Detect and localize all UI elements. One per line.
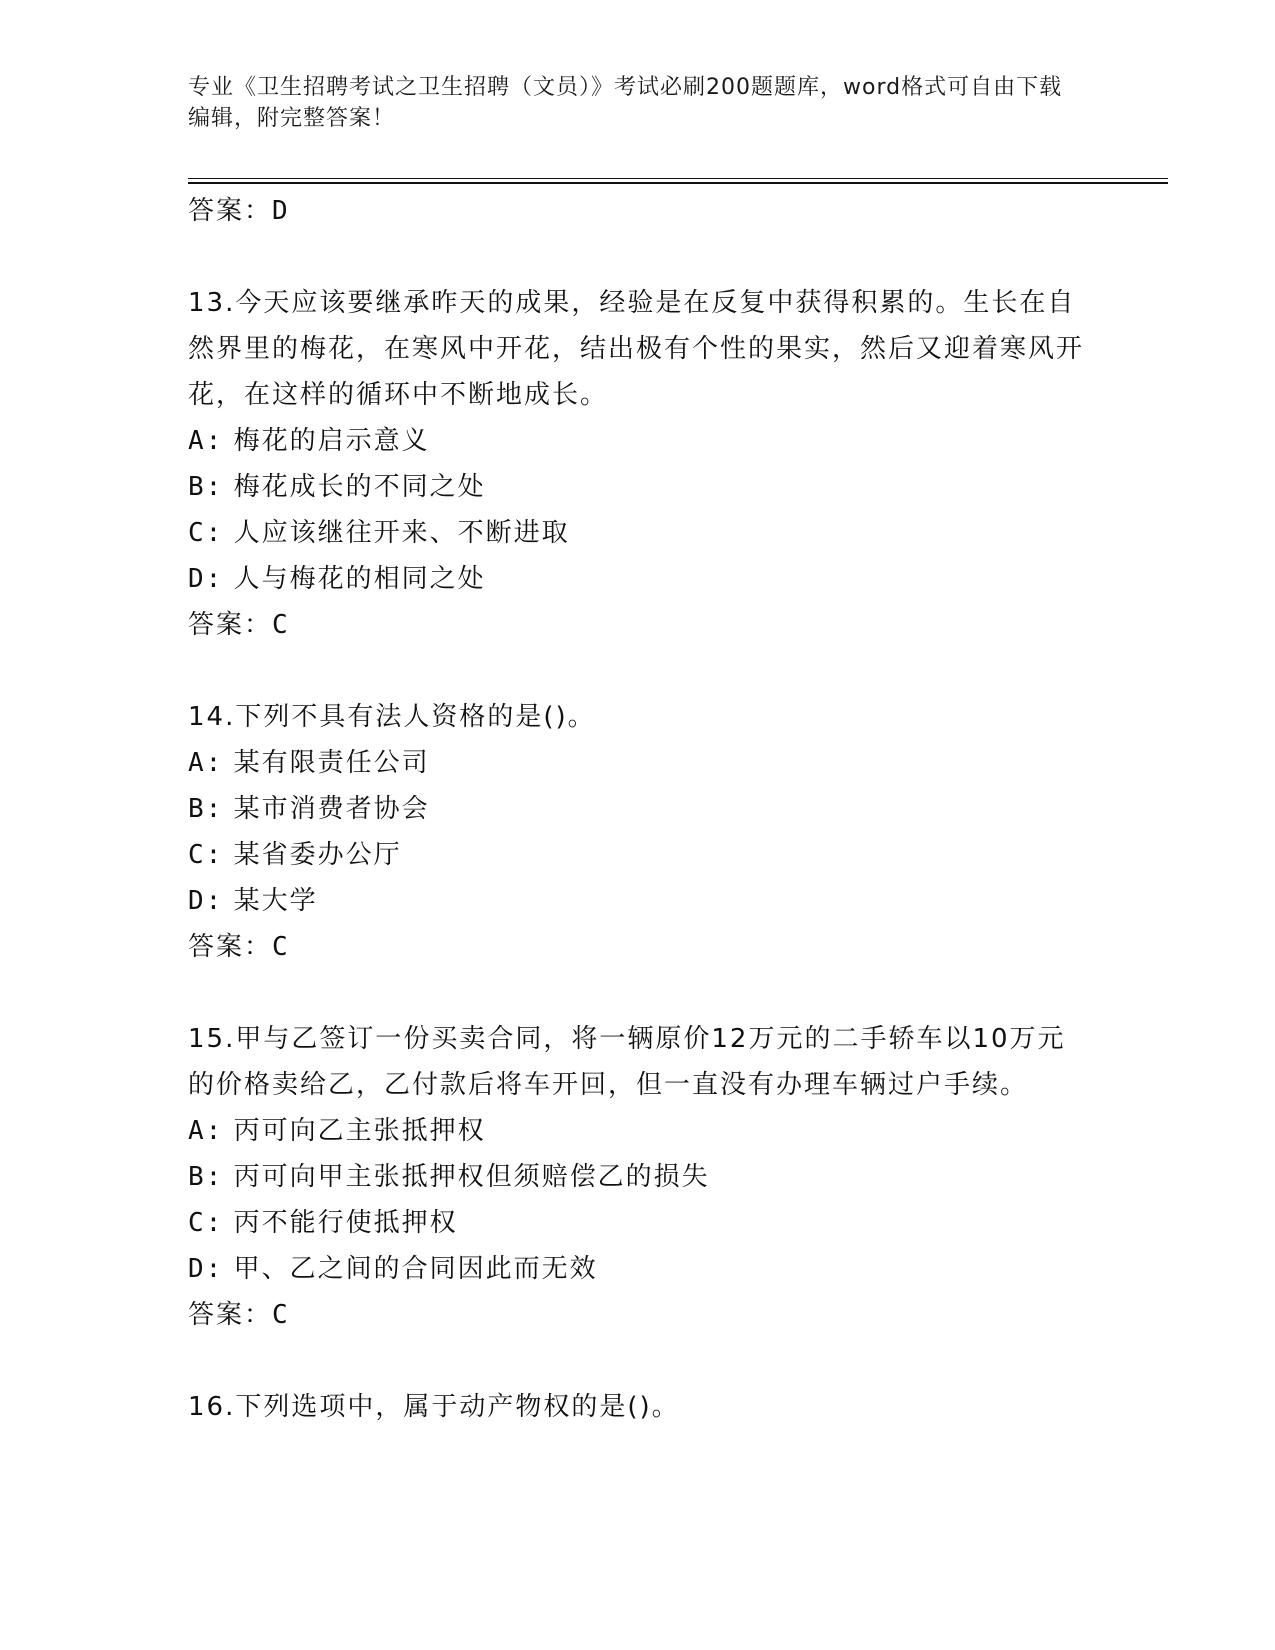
option-text: 丙可向甲主张抵押权但须赔偿乙的损失: [233, 1162, 710, 1192]
option-text: 丙不能行使抵押权: [233, 1208, 458, 1238]
question-text: 下列选项中，属于动产物权的是()。: [235, 1392, 680, 1422]
answer-value: C: [272, 932, 290, 962]
answer-label: 答案：: [188, 932, 273, 962]
question-stem: [188, 1384, 1088, 1430]
option-text: 梅花的启示意义: [233, 426, 430, 456]
option-letter: B:: [188, 794, 224, 824]
question-list: [188, 188, 1088, 1430]
option-letter: A:: [188, 426, 224, 456]
option-text: 丙可向乙主张抵押权: [233, 1116, 486, 1146]
option-letter: C:: [188, 840, 224, 870]
option-letter: B:: [188, 472, 224, 502]
answer-value: D: [272, 196, 290, 226]
answer-value: C: [272, 1300, 290, 1330]
question-number: 16.: [188, 1392, 236, 1422]
document-header: 专业《卫生招聘考试之卫生招聘（文员）》考试必刷200题题库，word格式可自由下载编辑，附完整答案！: [188, 75, 1063, 131]
question-13: [188, 280, 1088, 648]
option-b: [188, 464, 1088, 510]
answer-line: [188, 602, 1088, 648]
option-d: [188, 556, 1088, 602]
option-letter: D:: [188, 886, 224, 916]
option-text: 梅花成长的不同之处: [233, 472, 486, 502]
option-text: 甲、乙之间的合同因此而无效: [233, 1254, 598, 1284]
answer-label: 答案：: [188, 1300, 273, 1330]
option-text: 某市消费者协会: [233, 794, 430, 824]
option-a: [188, 1108, 1088, 1154]
question-stem: [188, 694, 1088, 740]
question-number: 14.: [188, 702, 236, 732]
option-b: [188, 786, 1088, 832]
option-d: [188, 1246, 1088, 1292]
question-text: 甲与乙签订一份买卖合同，将一辆原价12万元的二手轿车以10万元的价格卖给乙，乙付款后将车开回，但一直没有办理车辆过户手续。: [188, 1024, 1066, 1100]
question-15: [188, 1016, 1088, 1338]
option-c: [188, 1200, 1088, 1246]
question-stem: [188, 1016, 1088, 1108]
question-16: [188, 1384, 1088, 1430]
header-divider-thin: [188, 178, 1168, 179]
option-letter: D:: [188, 564, 224, 594]
question-number: 13.: [188, 288, 236, 318]
question-text: 下列不具有法人资格的是()。: [235, 702, 596, 732]
option-letter: A:: [188, 1116, 224, 1146]
answer-value: C: [272, 610, 290, 640]
option-letter: D:: [188, 1254, 224, 1284]
option-b: [188, 1154, 1088, 1200]
answer-label: 答案：: [188, 610, 273, 640]
answer-label: 答案：: [188, 196, 273, 226]
option-letter: C:: [188, 1208, 224, 1238]
question-text: 今天应该要继承昨天的成果，经验是在反复中获得积累的。生长在自然界里的梅花，在寒风中开花，结出极有个性的果实，然后又迎着寒风开花，在这样的循环中不断地成长。: [188, 288, 1085, 410]
question-stem: [188, 280, 1088, 418]
option-a: [188, 740, 1088, 786]
option-text: 某省委办公厅: [233, 840, 402, 870]
option-letter: B:: [188, 1162, 224, 1192]
option-d: [188, 878, 1088, 924]
option-a: [188, 418, 1088, 464]
question-14: [188, 694, 1088, 970]
option-text: 某大学: [233, 886, 318, 916]
option-text: 某有限责任公司: [233, 748, 430, 778]
option-text: 人与梅花的相同之处: [233, 564, 486, 594]
option-text: 人应该继往开来、不断进取: [233, 518, 570, 548]
option-letter: A:: [188, 748, 224, 778]
question-number: 15.: [188, 1024, 236, 1054]
answer-line: [188, 924, 1088, 970]
option-c: [188, 832, 1088, 878]
option-c: [188, 510, 1088, 556]
answer-line: [188, 188, 1088, 234]
header-divider-thick: [188, 182, 1168, 184]
option-letter: C:: [188, 518, 224, 548]
answer-line: [188, 1292, 1088, 1338]
